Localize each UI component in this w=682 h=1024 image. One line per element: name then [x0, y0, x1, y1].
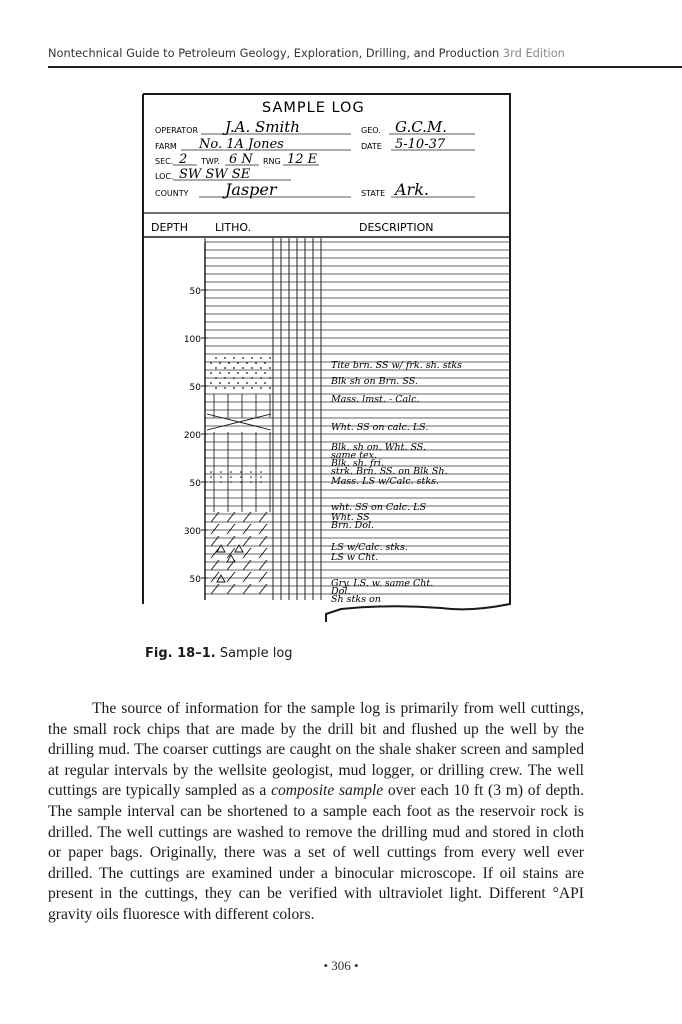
sand-dot	[255, 362, 257, 364]
depth-scale	[184, 287, 207, 585]
dolomite-mark	[211, 512, 219, 522]
sand-dot	[269, 367, 271, 369]
page-number: • 306 •	[323, 958, 359, 973]
dolomite-mark	[259, 524, 267, 534]
sand-dot	[219, 382, 221, 384]
dolomite-mark	[211, 560, 219, 570]
sand-dot	[255, 372, 257, 374]
farm-label: FARM	[155, 142, 177, 151]
body-text-start: The source of information for the sample log is primarily from well cuttings, the small rock chips that are made by the drill bit and flushed up the well by the drilling mud. The coarser cuttings are caught on the shale shaker screen and sampled at regular intervals by the wellsite geologist, mud logger, or drilling crew. The well cuttings are typically sampled as a	[48, 700, 584, 800]
sand-dot	[260, 481, 262, 483]
sec-value: 2	[179, 152, 188, 167]
description-entry: Wht. SS	[331, 512, 370, 523]
sand-dot	[269, 387, 271, 389]
description-entry: LS w/Calc. stks.	[331, 542, 408, 553]
sand-dot	[228, 362, 230, 364]
dolomite-mark	[227, 572, 235, 582]
depth-tick-label: 200	[183, 431, 201, 441]
geo-value: G.C.M.	[395, 118, 448, 136]
description-entry: Blk sh on Brn. SS.	[331, 376, 418, 387]
sand-dot	[210, 362, 212, 364]
twp-value: 6 N	[229, 152, 253, 167]
sand-dot	[224, 377, 226, 379]
dolomite-mark	[227, 584, 235, 594]
sand-dot	[210, 382, 212, 384]
dolomite-mark	[243, 512, 251, 522]
depth-tick-label: 300	[183, 527, 201, 537]
dolomite-mark	[243, 524, 251, 534]
book-title: Nontechnical Guide to Petroleum Geology, Exploration, Drilling, and Production	[48, 46, 500, 60]
sand-dot	[230, 471, 232, 473]
description-entry: Mass. LS w/Calc. stks.	[331, 476, 440, 487]
sand-dot	[246, 372, 248, 374]
description-entry: Dol.	[331, 586, 351, 597]
sand-dot	[215, 377, 217, 379]
sand-dot	[210, 471, 212, 473]
dolomite-mark	[211, 548, 219, 558]
caption-label: Fig. 18–1.	[145, 646, 216, 661]
dolomite-mark	[243, 536, 251, 546]
caption-text: Sample log	[219, 646, 293, 661]
sand-dot	[260, 367, 262, 369]
sand-dot	[233, 367, 235, 369]
dolomite-mark	[243, 572, 251, 582]
description-entry: LS w Cht.	[331, 552, 379, 563]
depth-tick-label: 100	[183, 335, 201, 345]
sand-dot	[264, 382, 266, 384]
sand-dot	[220, 481, 222, 483]
sand-dot	[240, 481, 242, 483]
sand-dot	[210, 481, 212, 483]
dolomite-mark	[227, 512, 235, 522]
description-entry: Brn. Dol.	[331, 520, 375, 531]
sand-dot	[215, 357, 217, 359]
dolomite-mark	[211, 584, 219, 594]
farm-value: No. 1A Jones	[199, 137, 284, 152]
operator-label: OPERATOR	[155, 126, 199, 135]
description-entry: Tite brn. SS w/ frk. sh. stks	[331, 360, 463, 371]
sand-dot	[228, 382, 230, 384]
sand-dot	[251, 377, 253, 379]
body-paragraph	[48, 699, 584, 926]
dolomite-mark	[227, 548, 235, 558]
depth-tick-label: 50	[189, 287, 201, 297]
sample-log-drawing	[141, 92, 514, 622]
description-entry: Blk. sh. fri.	[331, 458, 384, 469]
sand-dot	[215, 387, 217, 389]
depth-tick-label: 50	[189, 383, 201, 393]
sand-dot	[224, 367, 226, 369]
sand-dot	[260, 357, 262, 359]
depth-tick-label: 50	[189, 575, 201, 585]
depth-tick-label: 50	[189, 479, 201, 489]
sand-dot	[220, 476, 222, 478]
composite-sample-term: composite sample	[271, 782, 384, 800]
dolomite-mark	[211, 524, 219, 534]
lithology-column	[207, 357, 271, 594]
sand-dot	[219, 362, 221, 364]
sand-dot	[242, 387, 244, 389]
sand-dot	[230, 481, 232, 483]
sand-dot	[228, 372, 230, 374]
state-label: STATE	[361, 189, 386, 198]
dolomite-mark	[243, 548, 251, 558]
description-entry: same tex.	[331, 450, 378, 461]
sand-dot	[250, 471, 252, 473]
sand-dot	[240, 476, 242, 478]
description-entry: wht. SS on Calc. LS	[331, 502, 426, 513]
unconformity-mark	[207, 414, 271, 430]
county-label: COUNTY	[155, 189, 189, 198]
date-value: 5-10-37	[395, 137, 446, 152]
loc-label: LOC.	[155, 172, 174, 181]
sand-dot	[260, 387, 262, 389]
dolomite-mark	[259, 560, 267, 570]
edition-label: 3rd Edition	[502, 46, 565, 60]
sand-dot	[220, 471, 222, 473]
header-rule	[48, 66, 682, 68]
rng-label: RNG	[263, 157, 281, 166]
depth-column-header: DEPTH	[151, 221, 189, 234]
county-value: Jasper	[225, 180, 277, 199]
sand-dot	[210, 476, 212, 478]
state-value: Ark.	[395, 180, 429, 199]
sand-dot	[237, 362, 239, 364]
sand-dot	[251, 357, 253, 359]
sand-dot	[237, 372, 239, 374]
sand-dot	[269, 357, 271, 359]
sand-dot	[246, 382, 248, 384]
dolomite-mark	[227, 524, 235, 534]
sand-dot	[219, 372, 221, 374]
sand-dot	[233, 357, 235, 359]
sand-dot	[233, 377, 235, 379]
operator-value: J.A. Smith	[225, 118, 300, 136]
sand-dot	[260, 471, 262, 473]
sand-dot	[215, 367, 217, 369]
dolomite-mark	[259, 536, 267, 546]
sand-dot	[210, 372, 212, 374]
sand-dot	[264, 362, 266, 364]
sec-label: SEC.	[155, 157, 174, 166]
sand-dot	[260, 476, 262, 478]
sand-dot	[251, 387, 253, 389]
form-title: SAMPLE LOG	[262, 100, 365, 116]
sand-dot	[250, 481, 252, 483]
figure-caption	[145, 646, 293, 661]
sand-dot	[242, 377, 244, 379]
sand-dot	[251, 367, 253, 369]
sand-dot	[269, 377, 271, 379]
sand-dot	[240, 471, 242, 473]
dolomite-mark	[259, 548, 267, 558]
description-entry: Sh stks on	[331, 594, 381, 605]
sand-dot	[246, 362, 248, 364]
sand-dot	[255, 382, 257, 384]
description-entry: strk. Brn. SS. on Blk Sh.	[331, 466, 448, 477]
sample-log-figure	[141, 92, 514, 622]
rng-value: 12 E	[287, 152, 318, 167]
chert-triangle	[217, 575, 225, 582]
date-label: DATE	[361, 142, 382, 151]
description-entry: Gry. LS. w. same Cht.	[331, 578, 434, 589]
description-entry: Blk. sh on. Wht. SS.	[331, 442, 426, 453]
dolomite-mark	[227, 536, 235, 546]
body-text-end: over each 10 ft (3 m) of depth. The sample interval can be shortened to a sample each foot as the reservoir rock is drilled. The well cuttings are washed to remove the drilling mud and stored in cloth or paper bags. Originally, there was a set of well cuttings from every well ever drilled. The cuttings are examined under a binocular microscope. If oil stains are present in the cuttings, they can be verified with ultraviolet light. Different °API gravity oils fluoresce with different colors.	[48, 782, 584, 923]
geo-label: GEO.	[361, 126, 381, 135]
sand-dot	[224, 357, 226, 359]
description-entries	[330, 360, 462, 605]
sand-dot	[242, 357, 244, 359]
dolomite-mark	[243, 560, 251, 570]
sand-dot	[230, 476, 232, 478]
sand-dot	[264, 372, 266, 374]
running-header	[48, 46, 678, 60]
sand-dot	[233, 387, 235, 389]
sand-dot	[260, 377, 262, 379]
dolomite-mark	[259, 512, 267, 522]
dolomite-mark	[243, 584, 251, 594]
description-entry: Mass. lmst. - Calc.	[331, 394, 420, 405]
sand-dot	[250, 476, 252, 478]
twp-label: TWP.	[201, 157, 220, 166]
litho-column-header: LITHO.	[215, 221, 252, 234]
description-entry: Wht. SS on calc. LS.	[331, 422, 429, 433]
loc-value: SW SW SE	[179, 167, 251, 182]
dolomite-mark	[211, 536, 219, 546]
sand-dot	[224, 387, 226, 389]
dolomite-mark	[259, 572, 267, 582]
dolomite-mark	[259, 584, 267, 594]
dolomite-mark	[227, 560, 235, 570]
sand-dot	[237, 382, 239, 384]
description-column-header: DESCRIPTION	[359, 221, 434, 234]
sand-dot	[242, 367, 244, 369]
